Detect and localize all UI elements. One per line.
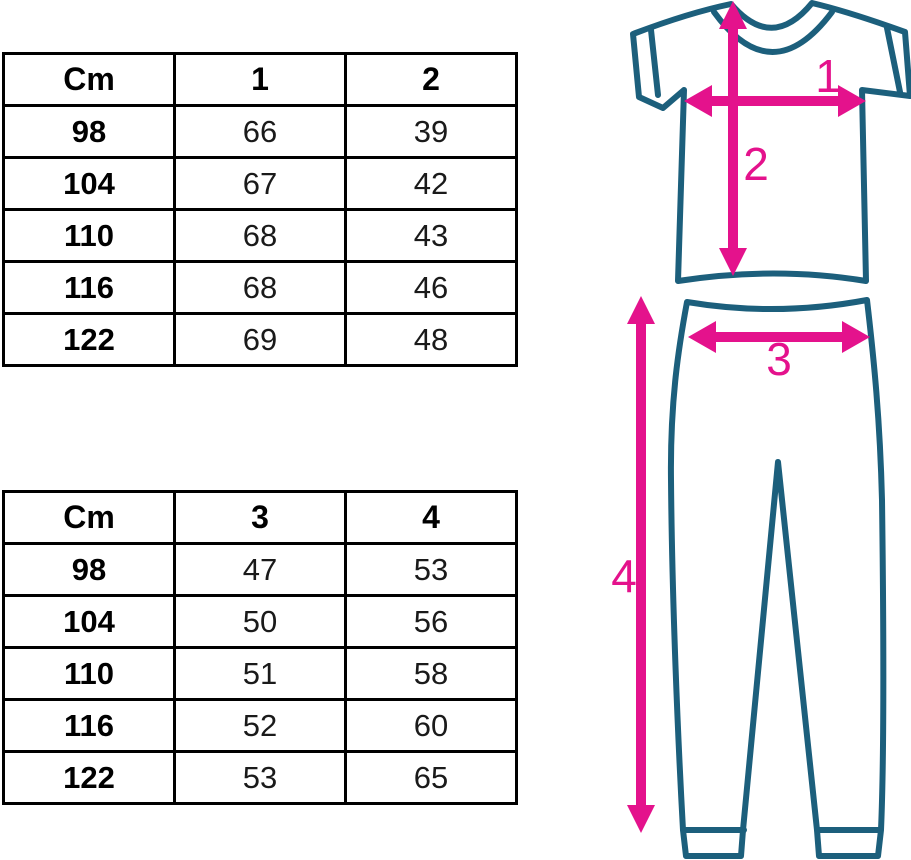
value-cell: 43 (346, 210, 517, 262)
value-cell: 52 (175, 700, 346, 752)
value-cell: 39 (346, 106, 517, 158)
value-cell: 58 (346, 648, 517, 700)
table-header-row (4, 54, 517, 106)
table-row (4, 648, 517, 700)
shirt-size-table (2, 52, 518, 367)
size-cell: 122 (4, 314, 175, 366)
table-row (4, 752, 517, 804)
value-cell: 53 (175, 752, 346, 804)
size-cell: 104 (4, 158, 175, 210)
value-cell: 65 (346, 752, 517, 804)
arrow-head-down (627, 805, 655, 833)
header-cell-cm: Cm (4, 54, 175, 106)
size-cell: 110 (4, 648, 175, 700)
value-cell: 48 (346, 314, 517, 366)
pants-length-label: 4 (611, 550, 637, 602)
value-cell: 51 (175, 648, 346, 700)
table-row (4, 106, 517, 158)
value-cell: 68 (175, 210, 346, 262)
value-cell: 56 (346, 596, 517, 648)
size-cell: 98 (4, 544, 175, 596)
garment-diagram (600, 0, 911, 860)
table-row (4, 262, 517, 314)
size-cell: 98 (4, 106, 175, 158)
value-cell: 53 (346, 544, 517, 596)
shirt-width-label: 1 (815, 50, 841, 102)
size-cell: 116 (4, 700, 175, 752)
value-cell: 67 (175, 158, 346, 210)
value-cell: 46 (346, 262, 517, 314)
header-cell-2: 2 (346, 54, 517, 106)
pants-size-table (2, 490, 518, 805)
value-cell: 50 (175, 596, 346, 648)
table-row (4, 158, 517, 210)
size-cell: 116 (4, 262, 175, 314)
size-cell: 110 (4, 210, 175, 262)
tshirt-outline (633, 3, 910, 281)
value-cell: 47 (175, 544, 346, 596)
value-cell: 68 (175, 262, 346, 314)
shirt-length-label: 2 (743, 138, 769, 190)
value-cell: 42 (346, 158, 517, 210)
value-cell: 60 (346, 700, 517, 752)
table-row (4, 700, 517, 752)
header-cell-3: 3 (175, 492, 346, 544)
table-row (4, 596, 517, 648)
header-cell-cm: Cm (4, 492, 175, 544)
value-cell: 66 (175, 106, 346, 158)
table-row (4, 544, 517, 596)
value-cell: 69 (175, 314, 346, 366)
size-cell: 122 (4, 752, 175, 804)
table-row (4, 314, 517, 366)
table-row (4, 210, 517, 262)
pants-width-label: 3 (766, 333, 792, 385)
table-header-row (4, 492, 517, 544)
header-cell-1: 1 (175, 54, 346, 106)
header-cell-4: 4 (346, 492, 517, 544)
size-cell: 104 (4, 596, 175, 648)
arrow-head-up (627, 296, 655, 324)
